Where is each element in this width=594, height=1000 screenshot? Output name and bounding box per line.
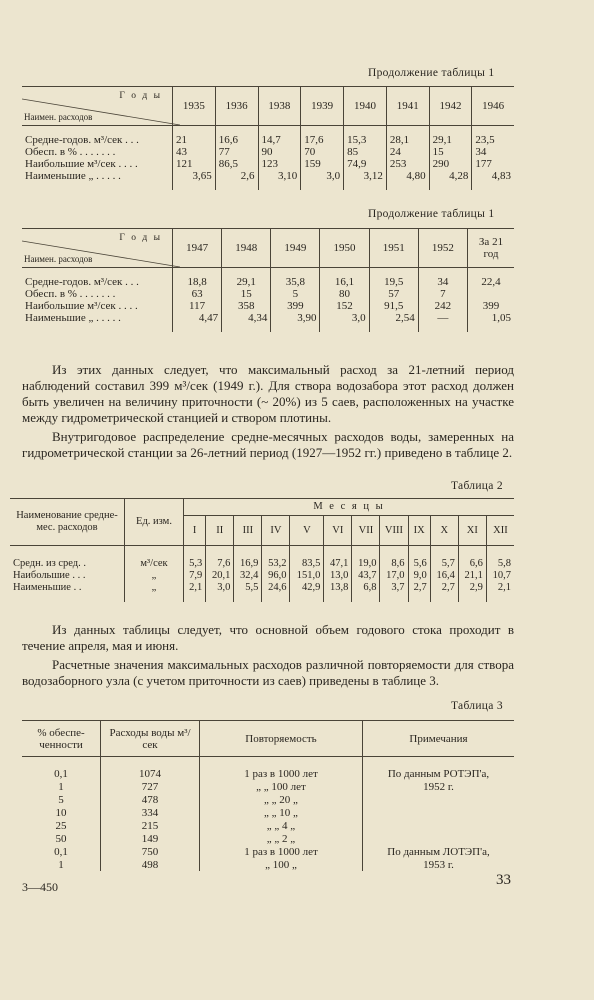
cell: 1953 г.	[363, 858, 515, 871]
cell: 8,6	[380, 558, 408, 570]
page-number: 33	[496, 872, 511, 888]
cell: 123	[258, 158, 301, 170]
cell: 15	[429, 146, 472, 158]
corner-cell	[22, 87, 173, 126]
cell: 399	[468, 300, 515, 312]
cell: 96,0	[262, 570, 290, 582]
corner-years: Г о д ы	[119, 91, 162, 101]
unit-cell: м³/сек	[125, 558, 184, 570]
row-label: Наибольшие м³/сек . . . .	[25, 158, 138, 170]
paragraph: Из этих данных следует, что максимальный расход за 21-летний период наблюдений составил 399 м³/сек (1949 г.). Для створа водозабора этот расход должен быть увеличен на величину приточности (~ 20%) из 5 саев, расположенных на участке между гидрометрической станцией и створом плотины.	[22, 362, 514, 425]
table-row	[22, 767, 514, 780]
cell: 91,5	[369, 300, 418, 312]
year-header: 1940	[344, 87, 387, 126]
month-header: I	[184, 516, 206, 546]
cell: 1 раз в 1000 лет	[200, 767, 363, 780]
cell: 25	[55, 820, 67, 832]
cell	[363, 832, 515, 845]
paragraph: Внутригодовое распределение средне-месячных расходов воды, замеренных на гидрометрической станции за 26-летний период (1927—1952 гг.) приведено в таблице 2.	[22, 429, 514, 460]
table1b-caption: Продолжение таблицы 1	[368, 208, 495, 220]
cell: 1	[58, 781, 64, 793]
cell: 53,2	[262, 558, 290, 570]
cell: 63	[173, 288, 222, 300]
cell: 1952 г.	[363, 780, 515, 793]
row-label: Обесп. в % . . . . . . .	[25, 288, 116, 300]
year-header: 1950	[320, 229, 369, 268]
cell: 1074	[101, 767, 200, 780]
cell: 80	[320, 288, 369, 300]
cell	[363, 806, 515, 819]
cell: 750	[101, 845, 200, 858]
table-row	[22, 793, 514, 806]
cell: 35,8	[271, 276, 320, 288]
cell: 86,5	[215, 158, 258, 170]
cell: 21,1	[458, 570, 486, 582]
cell: 13,8	[324, 582, 352, 594]
cell: 90	[258, 146, 301, 158]
unit-cell: „	[125, 582, 184, 594]
cell: 70	[301, 146, 344, 158]
cell: 177	[472, 158, 514, 170]
year-header: 1947	[173, 229, 222, 268]
cell: 24,6	[262, 582, 290, 594]
table2	[10, 498, 514, 602]
cell: 85	[344, 146, 387, 158]
table-row	[22, 300, 514, 312]
cell: 5	[271, 288, 320, 300]
cell: 9,0	[408, 570, 430, 582]
col-name-header: Наименование средне-мес. расходов	[10, 499, 125, 546]
cell: 121	[173, 158, 216, 170]
cell: По данным РОТЭП'а,	[363, 767, 515, 780]
year-header: 1935	[173, 87, 216, 126]
cell: 16,4	[430, 570, 458, 582]
year-header: 1936	[215, 87, 258, 126]
cell: 727	[101, 780, 200, 793]
cell	[363, 793, 515, 806]
table-row	[22, 858, 514, 871]
cell: 7	[418, 288, 467, 300]
cell: 42,9	[290, 582, 324, 594]
cell: 159	[301, 158, 344, 170]
month-header: VII	[352, 516, 380, 546]
cell: 5,6	[408, 558, 430, 570]
year-header: 1949	[271, 229, 320, 268]
cell: 34	[418, 276, 467, 288]
year-header: 1939	[301, 87, 344, 126]
cell: 358	[222, 300, 271, 312]
cell: По данным ЛОТЭП'а,	[363, 845, 515, 858]
year-header: 1952	[418, 229, 467, 268]
table-row	[22, 845, 514, 858]
row-label: Наибольшие . . .	[13, 570, 86, 581]
header-discharge: Расходы воды м³/сек	[101, 721, 200, 757]
cell: 32,4	[234, 570, 262, 582]
cell: 6,8	[352, 582, 380, 594]
cell: 1 раз в 1000 лет	[200, 845, 363, 858]
cell: 20,1	[206, 570, 234, 582]
table-row	[22, 780, 514, 793]
year-header: 1938	[258, 87, 301, 126]
cell: 151,0	[290, 570, 324, 582]
table1a	[22, 86, 514, 190]
table-row	[22, 819, 514, 832]
cell: 4,83	[472, 170, 514, 182]
month-header: II	[206, 516, 234, 546]
table-row	[10, 582, 514, 594]
cell: 23,5	[472, 134, 514, 146]
table-row	[10, 570, 514, 582]
paragraph: Из данных таблицы следует, что основной объем годового стока проходит в течение апреля, мая и июня.	[22, 622, 514, 653]
corner-cell	[22, 229, 173, 268]
month-header: III	[234, 516, 262, 546]
cell: 2,7	[430, 582, 458, 594]
table3	[22, 720, 514, 871]
cell: 0,1	[54, 768, 68, 780]
cell: 4,47	[173, 312, 222, 324]
cell: „ „ 100 лет	[200, 780, 363, 793]
year-header: 1941	[386, 87, 429, 126]
cell: 43	[173, 146, 216, 158]
cell: 2,9	[458, 582, 486, 594]
cell: 3,12	[344, 170, 387, 182]
paragraph: Расчетные значения максимальных расходов различной повторяемости для створа водозаборного узла (с учетом приточности из саев) приведены в таблице 3.	[22, 657, 514, 688]
month-header: IX	[408, 516, 430, 546]
row-label: Наибольшие м³/сек . . . .	[25, 300, 138, 312]
signature-mark: 3—450	[22, 880, 58, 894]
table3-caption: Таблица 3	[451, 700, 503, 712]
cell: 2,1	[184, 582, 206, 594]
cell: 34	[472, 146, 514, 158]
cell: 17,0	[380, 570, 408, 582]
cell: 77	[215, 146, 258, 158]
table-row	[22, 158, 514, 170]
cell: 3,10	[258, 170, 301, 182]
month-header: VI	[324, 516, 352, 546]
month-header: XI	[458, 516, 486, 546]
table-row	[22, 276, 514, 288]
cell: 3,0	[206, 582, 234, 594]
cell: 22,4	[468, 276, 515, 288]
cell: 57	[369, 288, 418, 300]
table-row	[22, 134, 514, 146]
cell: „ „ 10 „	[200, 806, 363, 819]
cell	[468, 288, 515, 300]
cell: 1,05	[468, 312, 515, 324]
cell: 5,5	[234, 582, 262, 594]
row-label: Средн. из сред. .	[13, 558, 87, 569]
cell: 2,1	[486, 582, 514, 594]
cell: 290	[429, 158, 472, 170]
corner-name: Наимен. расходов	[24, 112, 93, 122]
table-row	[22, 288, 514, 300]
cell: 5,3	[184, 558, 206, 570]
cell: 50	[55, 833, 67, 845]
cell: 16,1	[320, 276, 369, 288]
table-row	[10, 558, 514, 570]
row-label: Наименьшие . .	[13, 582, 82, 593]
cell: 13,0	[324, 570, 352, 582]
row-label: Обесп. в % . . . . . . .	[25, 146, 116, 158]
cell: 83,5	[290, 558, 324, 570]
cell: „ „ 2 „	[200, 832, 363, 845]
cell: 3,0	[301, 170, 344, 182]
cell: 149	[101, 832, 200, 845]
year-header: 1942	[429, 87, 472, 126]
table-row	[22, 146, 514, 158]
table-row	[22, 312, 514, 324]
cell: 4,80	[386, 170, 429, 182]
cell: 3,90	[271, 312, 320, 324]
cell: „ 100 „	[200, 858, 363, 871]
row-label: Наименьшие „ . . . . .	[25, 312, 121, 324]
month-header: XII	[486, 516, 514, 546]
cell: 117	[173, 300, 222, 312]
table2-caption: Таблица 2	[451, 480, 503, 492]
cell: 0,1	[54, 846, 68, 858]
cell: 1	[58, 859, 64, 871]
cell: 3,0	[320, 312, 369, 324]
cell: 19,0	[352, 558, 380, 570]
cell: 18,8	[173, 276, 222, 288]
cell: —	[418, 312, 467, 324]
cell: 19,5	[369, 276, 418, 288]
cell: 4,28	[429, 170, 472, 182]
header-notes: Примечания	[363, 721, 515, 757]
corner-years: Г о д ы	[119, 233, 162, 243]
table-row	[22, 170, 514, 182]
cell: 399	[271, 300, 320, 312]
cell: 2,54	[369, 312, 418, 324]
cell: 15	[222, 288, 271, 300]
year-header: 1951	[369, 229, 418, 268]
cell: 334	[101, 806, 200, 819]
cell: 17,6	[301, 134, 344, 146]
cell: 4,34	[222, 312, 271, 324]
cell: 29,1	[429, 134, 472, 146]
unit-cell: „	[125, 570, 184, 582]
row-label: Средне-годов. м³/сек . . .	[25, 276, 139, 288]
cell: 3,65	[173, 170, 216, 182]
cell: 74,9	[344, 158, 387, 170]
cell: 10	[55, 807, 67, 819]
month-header: X	[430, 516, 458, 546]
cell: 21	[173, 134, 216, 146]
corner-name: Наимен. расходов	[24, 254, 93, 264]
cell: 498	[101, 858, 200, 871]
year-header: 1946	[472, 87, 514, 126]
month-header: VIII	[380, 516, 408, 546]
cell: 2,7	[408, 582, 430, 594]
cell: 15,3	[344, 134, 387, 146]
cell: 6,6	[458, 558, 486, 570]
table-row	[22, 832, 514, 845]
cell: 5	[58, 794, 64, 806]
cell: 3,7	[380, 582, 408, 594]
cell: 215	[101, 819, 200, 832]
cell: 152	[320, 300, 369, 312]
year-header: 1948	[222, 229, 271, 268]
table-row	[22, 806, 514, 819]
row-label: Наименьшие „ . . . . .	[25, 170, 121, 182]
cell: 47,1	[324, 558, 352, 570]
cell: „ „ 4 „	[200, 819, 363, 832]
cell: 24	[386, 146, 429, 158]
cell: 7,6	[206, 558, 234, 570]
header-percent: % обеспе-ченности	[22, 721, 101, 757]
cell: 29,1	[222, 276, 271, 288]
table1b	[22, 228, 514, 332]
cell: 242	[418, 300, 467, 312]
cell: 5,7	[430, 558, 458, 570]
cell: „ „ 20 „	[200, 793, 363, 806]
row-label: Средне-годов. м³/сек . . .	[25, 134, 139, 146]
cell: 28,1	[386, 134, 429, 146]
cell: 478	[101, 793, 200, 806]
year-header: За 21 год	[468, 229, 515, 268]
cell: 14,7	[258, 134, 301, 146]
cell: 10,7	[486, 570, 514, 582]
months-header: М е с я ц ы	[184, 499, 515, 516]
cell: 43,7	[352, 570, 380, 582]
table1a-caption: Продолжение таблицы 1	[368, 67, 495, 79]
col-unit-header: Ед. изм.	[125, 499, 184, 546]
cell: 2,6	[215, 170, 258, 182]
cell: 7,9	[184, 570, 206, 582]
cell: 253	[386, 158, 429, 170]
month-header: V	[290, 516, 324, 546]
cell	[363, 819, 515, 832]
cell: 16,9	[234, 558, 262, 570]
cell: 16,6	[215, 134, 258, 146]
cell: 5,8	[486, 558, 514, 570]
month-header: IV	[262, 516, 290, 546]
header-recurrence: Повторяемость	[200, 721, 363, 757]
